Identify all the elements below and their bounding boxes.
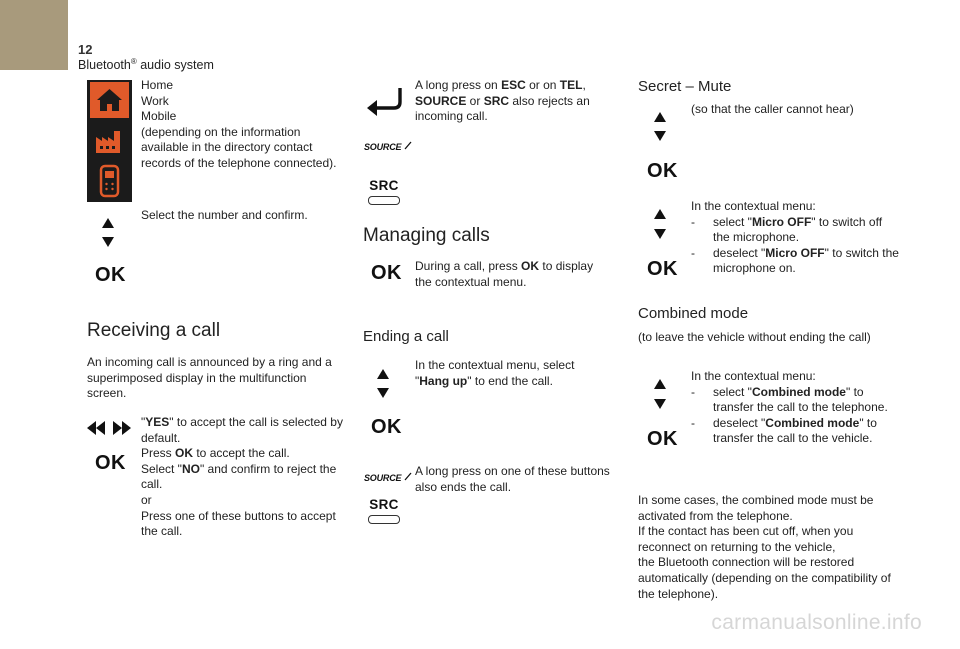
down-arrow-icon — [102, 237, 114, 247]
up-arrow-icon — [654, 112, 666, 122]
mute-heading: Secret – Mute — [638, 78, 732, 95]
source-button-icon: SOURCE — [364, 141, 413, 152]
src-button-icon: SRC — [368, 178, 400, 205]
directory-icons — [87, 80, 132, 202]
during-call-text: During a call, press OK to display the contextual menu. — [415, 259, 594, 289]
combined-footer-text: In some cases, the combined mode must be activated from the telephone. If the contact has been cut off, when you reconnect on returning to the vehicle, the Bluetooth connection will be restored automatically (depending on the compatibility of the telephone). — [638, 493, 891, 601]
long-press-end-text: A long press on one of these buttons also ends the call. — [415, 464, 610, 494]
option-home: Home — [141, 78, 174, 92]
ending-text: In the contextual menu, select "Hang up" to end the call. — [415, 358, 575, 388]
option-work: Work — [141, 93, 169, 108]
directory-text — [141, 78, 346, 172]
mute-note: (so that the caller cannot hear) — [691, 102, 854, 116]
directory-note: (depending on the information available in the directory contact records of the telephone connected). — [141, 124, 337, 170]
down-arrow-icon — [377, 388, 389, 398]
option-mobile: Mobile — [141, 109, 177, 124]
page-tab — [0, 0, 68, 70]
accept-instructions: "YES" to accept the call is selected by default. Press OK to accept the call. Select "NO" and confirm to reject the call. or Press one of these buttons to accept the call. — [141, 415, 343, 539]
long-press-reject-text: A long press on ESC or on TEL, SOURCE or SRC also rejects an incoming call. — [415, 78, 590, 124]
up-arrow-icon — [654, 379, 666, 389]
mobile-icon — [90, 163, 129, 199]
managing-heading: Managing calls — [363, 225, 490, 246]
combined-note: (to leave the vehicle without ending the call) — [638, 330, 871, 344]
select-number-text: Select the number and confirm. — [141, 208, 308, 222]
down-arrow-icon — [654, 229, 666, 239]
ok-button-icon: OK — [95, 264, 126, 286]
ok-button-icon: OK — [647, 160, 678, 182]
section-title: Bluetooth® audio system — [78, 57, 214, 73]
ok-button-icon: OK — [371, 416, 402, 438]
receiving-heading: Receiving a call — [87, 320, 221, 341]
mute-menu-text: In the contextual menu: - select "Micro OFF" to switch off the microphone. - deselect "Micro OFF" to switch the microphone on. — [691, 199, 899, 276]
up-arrow-icon — [654, 209, 666, 219]
work-icon — [90, 123, 129, 159]
source-button-icon: SOURCE — [364, 472, 413, 483]
ending-heading: Ending a call — [363, 328, 449, 345]
page-number: 12 — [78, 42, 93, 57]
ok-button-icon: OK — [371, 262, 402, 284]
down-arrow-icon — [654, 399, 666, 409]
ok-button-icon: OK — [647, 428, 678, 450]
src-button-icon: SRC — [368, 497, 400, 524]
watermark: carmanualsonline.info — [711, 611, 922, 634]
up-arrow-icon — [377, 369, 389, 379]
combined-heading: Combined mode — [638, 305, 749, 322]
combined-menu-text: In the contextual menu: - select "Combined mode" to transfer the call to the telephone. - deselect "Combined mode" to transfer the call to the vehicle. — [691, 369, 888, 446]
ok-button-icon: OK — [95, 452, 126, 474]
up-arrow-icon — [102, 218, 114, 228]
prev-next-icons — [87, 420, 131, 441]
receiving-intro: An incoming call is announced by a ring and a superimposed display in the multifunction screen. — [87, 355, 332, 401]
ok-button-icon: OK — [647, 258, 678, 280]
return-arrow-icon — [366, 86, 404, 123]
down-arrow-icon — [654, 131, 666, 141]
home-icon — [90, 82, 129, 118]
